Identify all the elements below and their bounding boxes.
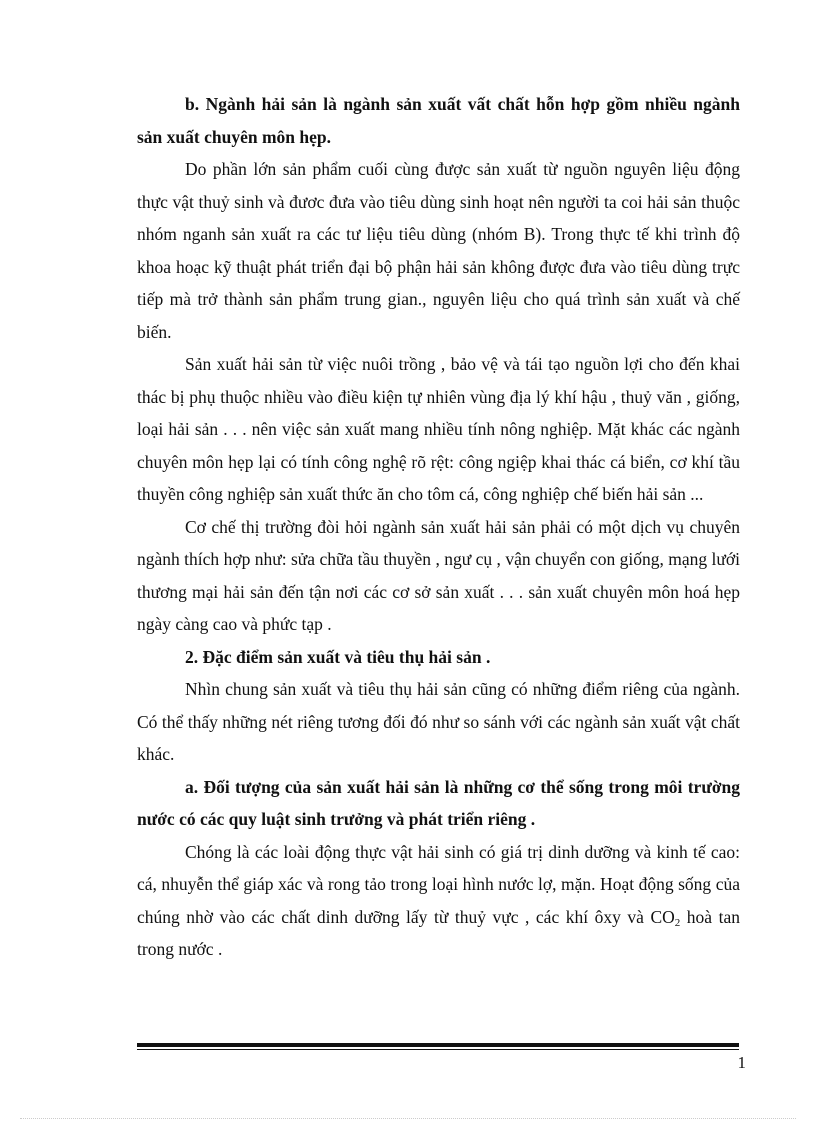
paragraph xyxy=(137,836,740,966)
section-heading-2: 2. Đặc điểm sản xuất và tiêu thụ hải sản . xyxy=(185,646,491,667)
footer-rule-thick xyxy=(137,1043,739,1047)
paragraph-text: Chóng là các loài động thực vật hải sinh có giá trị dinh dưỡng và kinh tế cao: cá, nhuyễn thể giáp xác và rong tảo trong loại hình nước lợ, mặn. Hoạt động sống của chúng nhờ vào các chất dinh dưỡng lấy từ thuỷ vực , các khí ôxy và xyxy=(137,841,740,927)
chemical-formula: CO xyxy=(650,906,675,927)
footer-rule-thin xyxy=(137,1049,739,1050)
section-heading-b: b. Ngành hải sản là ngành sản xuất vất chất hỗn hợp gồm nhiều ngành sản xuất chuyên môn hẹp. xyxy=(137,94,740,147)
chemical-subscript: 2 xyxy=(674,916,681,929)
page-number: 1 xyxy=(737,1053,746,1072)
paragraph: Nhìn chung sản xuất và tiêu thụ hải sản cũng có những điểm riêng của ngành. Có thể thấy những nét riêng tương đối đó như so sánh với các ngành sản xuất vật chất khác. xyxy=(137,679,740,764)
paragraph-text-tail: hoà tan trong nước . xyxy=(137,906,740,959)
paragraph: Sản xuất hải sản từ việc nuôi trồng , bảo vệ và tái tạo nguồn lợi cho đến khai thác bị phụ thuộc nhiều vào điều kiện tự nhiên vùng địa lý khí hậu , thuỷ văn , giống, loại hải sản . . . nên việc sản xuất mang nhiều tính nông nghiệp. Mặt khác các ngành chuyên môn hẹp lại có tính công nghệ rõ rệt: công ngiệp khai thác cá biển, cơ khí tầu thuyền công nghiệp sản xuất thức ăn cho tôm cá, công nghiệp chế biến hải sản ... xyxy=(137,354,740,504)
paragraph: Do phần lớn sản phẩm cuối cùng được sản xuất từ nguồn nguyên liệu động thực vật thuỷ sinh và đươc đưa vào tiêu dùng sinh hoạt nên người ta coi hải sản thuộc nhóm nganh sản xuất ra các tư liệu tiêu dùng (nhóm B). Trong thực tế khi trình độ khoa hoạc kỹ thuật phát triển đại bộ phận hải sản không được đưa vào tiêu dùng trực tiếp mà trở thành sản phẩm trung gian., nguyên liệu cho quá trình sản xuất và chế biến. xyxy=(137,159,740,342)
page-edge xyxy=(20,1118,796,1119)
document-body xyxy=(137,88,740,966)
footer-divider xyxy=(137,1043,739,1050)
section-heading-a: a. Đối tượng của sản xuất hải sản là những cơ thể sống trong môi trường nước có các quy luật sinh trưởng và phát triển riêng . xyxy=(137,776,740,829)
paragraph: Cơ chế thị trường đòi hỏi ngành sản xuất hải sản phải có một dịch vụ chuyên ngành thích hợp như: sửa chữa tầu thuyền , ngư cụ , vận chuyển con giống, mạng lưới thương mại hải sản đến tận nơi các cơ sở sản xuất . . . sản xuất chuyên môn hoá hẹp ngày càng cao và phức tạp . xyxy=(137,516,740,634)
